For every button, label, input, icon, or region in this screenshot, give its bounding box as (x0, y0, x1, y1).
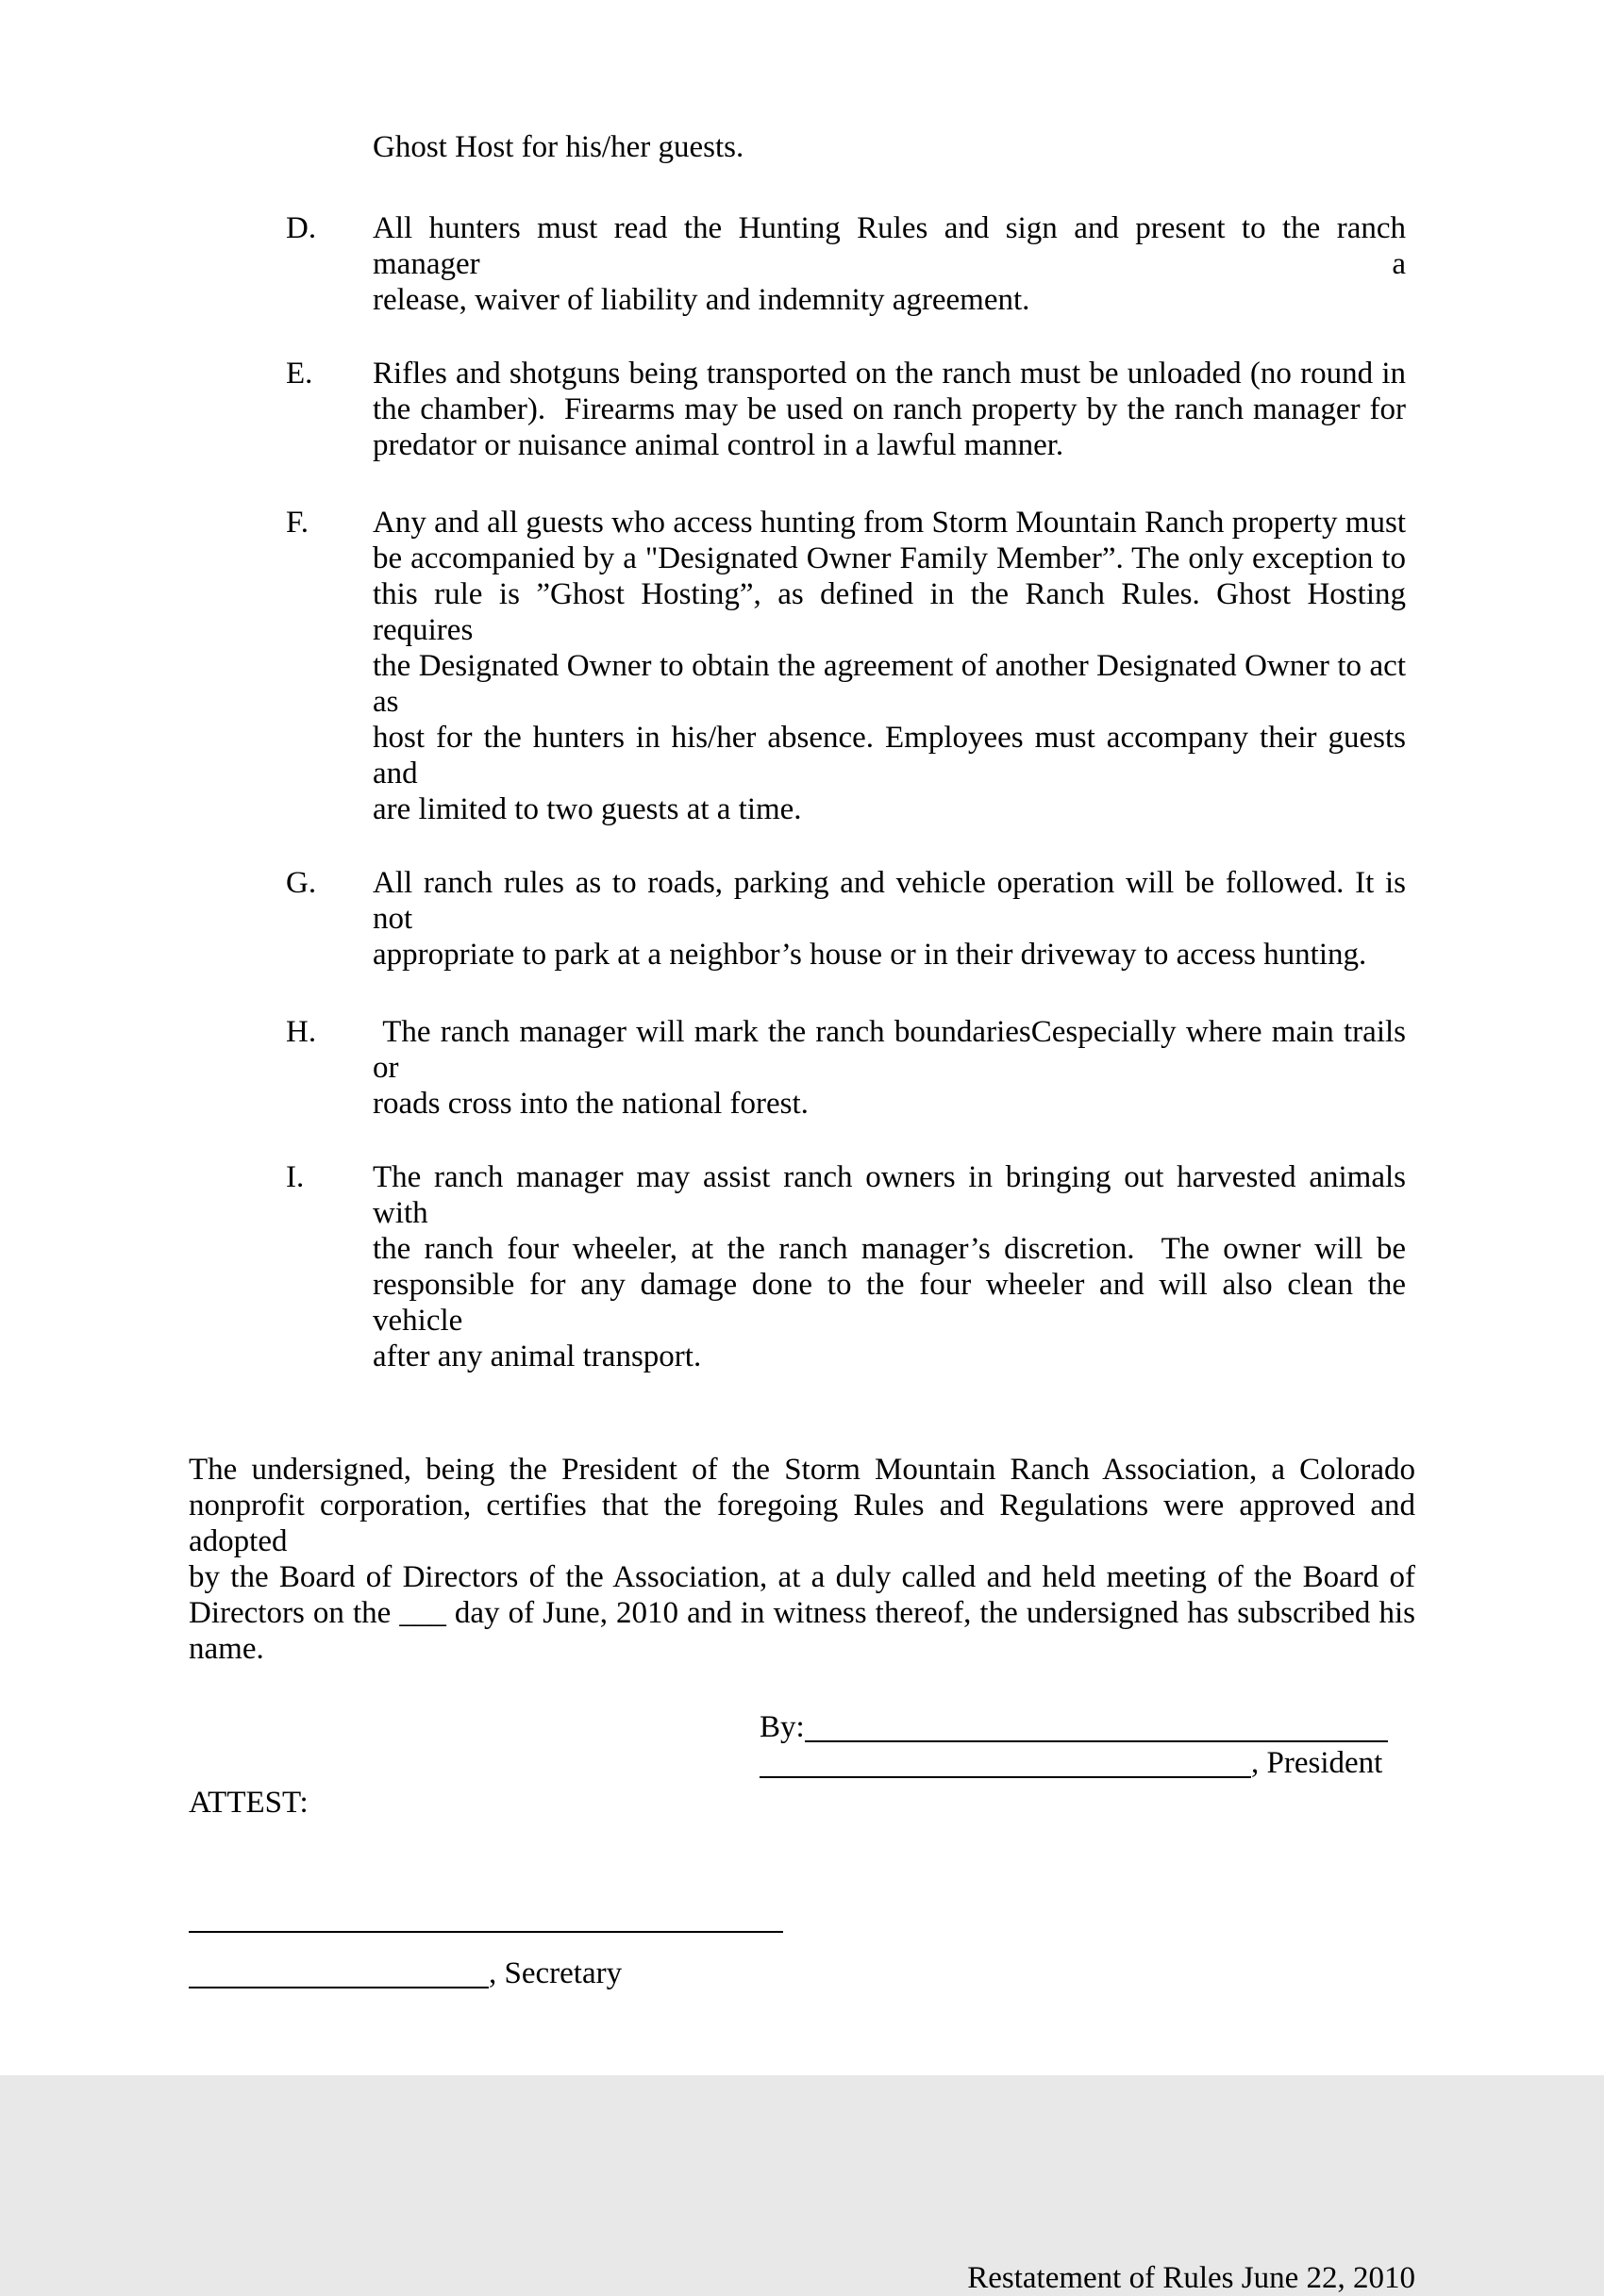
rule-letter-f: F. (286, 506, 309, 540)
rule-item-d (189, 210, 1406, 318)
rule-e-line: Rifles and shotguns being transported on the ranch must be unloaded (no round in (373, 357, 1406, 391)
rule-f-line: host for the hunters in his/her absence. Employees must accompany their guests and (373, 721, 1406, 790)
by-label: By: (760, 1710, 805, 1744)
president-line (760, 1745, 1415, 1781)
secretary-signature-line (189, 1931, 783, 1933)
rule-letter-e: E. (286, 357, 313, 391)
rule-item-f (189, 505, 1406, 827)
rule-letter-g: G. (286, 866, 317, 900)
certification-paragraph (189, 1452, 1415, 1667)
rule-letter-d: D. (286, 211, 317, 245)
rule-letter-h: H. (286, 1015, 317, 1049)
continuation-line: Ghost Host for his/her guests. (373, 130, 744, 164)
rule-item-i (189, 1159, 1406, 1374)
rule-g-line: appropriate to park at a neighbor’s house or in their driveway to access hunting. (373, 938, 1367, 972)
president-label: , President (1251, 1746, 1383, 1780)
secretary-label: , Secretary (489, 1956, 623, 1990)
rule-e-line: predator or nuisance animal control in a lawful manner. (373, 428, 1064, 462)
rule-d-line: release, waiver of liability and indemnity agreement. (373, 283, 1030, 317)
certification-line: Directors on the ___ day of June, 2010 and in witness thereof, the undersigned has subscribed his (189, 1596, 1415, 1630)
president-signature-line (805, 1740, 1388, 1742)
rule-i-line: responsible for any damage done to the four wheeler and will also clean the vehicle (373, 1268, 1406, 1338)
rule-i-line: The ranch manager may assist ranch owners in bringing out harvested animals with (373, 1160, 1406, 1230)
secretary-name-line (189, 1987, 489, 1988)
rule-f-line: this rule is ”Ghost Hosting”, as defined in the Ranch Rules. Ghost Hosting requires (373, 577, 1406, 647)
by-line (760, 1709, 1415, 1745)
rule-f-line: the Designated Owner to obtain the agreement of another Designated Owner to act as (373, 649, 1406, 719)
rule-h-line: The ranch manager will mark the ranch boundariesCespecially where main trails or (373, 1015, 1406, 1085)
certification-line: nonprofit corporation, certifies that the foregoing Rules and Regulations were approved and adopted (189, 1489, 1415, 1558)
certification-line: The undersigned, being the President of the Storm Mountain Ranch Association, a Colorado (189, 1453, 1415, 1487)
president-name-line (760, 1776, 1251, 1778)
rule-item-e (189, 356, 1406, 463)
attest-label: ATTEST: (189, 1786, 309, 1820)
secretary-line (189, 1955, 1415, 1991)
rule-f-line: be accompanied by a "Designated Owner Family Member”. The only exception to (373, 541, 1406, 575)
certification-line: by the Board of Directors of the Association, at a duly called and held meeting of the Board of (189, 1560, 1415, 1594)
rule-item-h (189, 1014, 1406, 1122)
rule-i-line: after any animal transport. (373, 1339, 702, 1373)
signature-block (189, 1709, 1415, 1781)
rule-letter-i: I. (286, 1160, 305, 1194)
rule-f-line: Any and all guests who access hunting from Storm Mountain Ranch property must (373, 506, 1406, 540)
rule-f-line: are limited to two guests at a time. (373, 792, 802, 826)
certification-line: name. (189, 1632, 264, 1666)
rule-d-line: All hunters must read the Hunting Rules and sign and present to the ranch manager a (373, 211, 1406, 281)
rule-e-line: the chamber). Firearms may be used on ranch property by the ranch manager for (373, 392, 1406, 426)
rule-h-line: roads cross into the national forest. (373, 1087, 809, 1121)
rule-item-g (189, 865, 1406, 973)
rule-g-line: All ranch rules as to roads, parking and vehicle operation will be followed. It is not (373, 866, 1406, 936)
rule-i-line: the ranch four wheeler, at the ranch manager’s discretion. The owner will be (373, 1232, 1406, 1266)
page-footer: Restatement of Rules June 22, 2010 (967, 2261, 1415, 2295)
